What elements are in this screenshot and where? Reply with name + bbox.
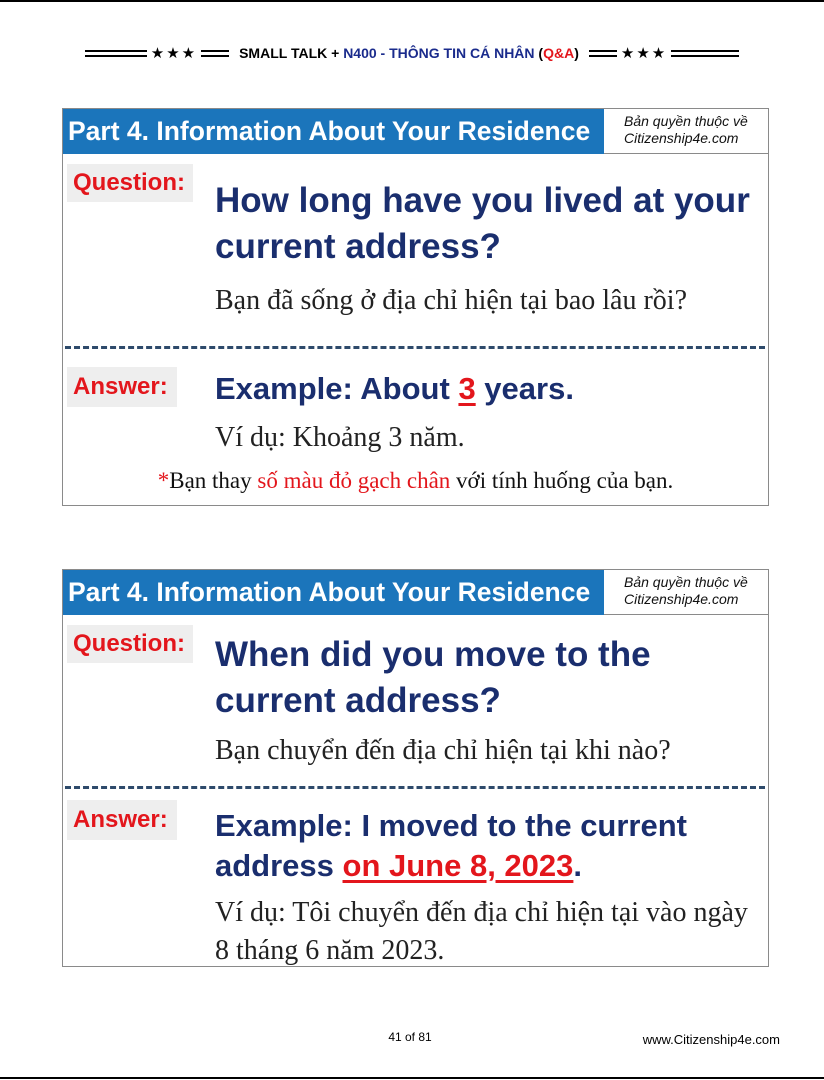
header-title-part3: ( bbox=[534, 45, 544, 61]
answer-vietnamese: Ví dụ: Tôi chuyển đến địa chỉ hiện tại vào ngày 8 tháng 6 năm 2023. bbox=[215, 897, 748, 966]
dashed-divider bbox=[65, 786, 765, 789]
answer-highlight-value: 3 bbox=[458, 371, 476, 406]
card-banner-title: Part 4. Information About Your Residence bbox=[63, 570, 604, 615]
answer-vietnamese: Ví dụ: Khoảng 3 năm. bbox=[215, 422, 465, 453]
header-rule-right bbox=[671, 50, 739, 57]
header-rule-left-inner bbox=[201, 50, 229, 57]
answer-english bbox=[215, 806, 763, 886]
qa-card-1 bbox=[62, 108, 769, 506]
instruction-note bbox=[63, 468, 768, 494]
answer-english-text: Example: About bbox=[215, 371, 459, 406]
question-label: Question: bbox=[67, 164, 193, 202]
question-english: When did you move to the current address? bbox=[215, 635, 651, 720]
answer-english-end: . bbox=[573, 848, 583, 883]
answer-english-text: Example: I moved to the current address bbox=[215, 808, 687, 883]
question-english: How long have you lived at your current address? bbox=[215, 181, 750, 266]
answer-highlight-date: on June 8, 2023 bbox=[342, 848, 574, 883]
header-stars-left: ★★★ bbox=[150, 45, 198, 62]
header-title-part4: Q&A bbox=[543, 45, 575, 61]
copyright-line2: Citizenship4e.com bbox=[624, 130, 739, 146]
dashed-divider bbox=[65, 346, 765, 349]
bottom-border-line bbox=[0, 1077, 824, 1079]
copyright-line1: Bản quyền thuộc về bbox=[624, 113, 748, 129]
note-text-end: với tính huống của bạn. bbox=[450, 468, 674, 493]
note-asterisk: * bbox=[157, 468, 170, 493]
question-label: Question: bbox=[67, 625, 193, 663]
copyright-notice bbox=[604, 109, 768, 154]
page-number: 41 of 81 bbox=[388, 1030, 432, 1044]
copyright-line1: Bản quyền thuộc về bbox=[624, 574, 748, 590]
copyright-notice bbox=[604, 570, 768, 615]
top-border-line bbox=[0, 0, 824, 2]
header-rule-left bbox=[85, 50, 147, 57]
header-rule-right-inner bbox=[589, 50, 617, 57]
note-text-red: số màu đỏ gạch chân bbox=[257, 468, 451, 493]
header-title-part5: ) bbox=[574, 45, 579, 61]
answer-label: Answer: bbox=[67, 367, 177, 407]
copyright-line2: Citizenship4e.com bbox=[624, 591, 739, 607]
question-vietnamese: Bạn chuyển đến địa chỉ hiện tại khi nào? bbox=[215, 735, 671, 766]
header-title bbox=[239, 45, 579, 61]
qa-card-2 bbox=[62, 569, 769, 967]
header-stars-right: ★★★ bbox=[620, 45, 668, 62]
note-text-start: Bạn thay bbox=[169, 468, 258, 493]
card-banner-title: Part 4. Information About Your Residence bbox=[63, 109, 604, 154]
header-title-part1: SMALL TALK + bbox=[239, 45, 344, 61]
footer-website-link[interactable]: www.Citizenship4e.com bbox=[642, 1032, 780, 1047]
answer-english bbox=[215, 369, 763, 409]
answer-label: Answer: bbox=[67, 800, 177, 840]
header-title-part2: N400 - THÔNG TIN CÁ NHÂN bbox=[343, 45, 535, 61]
page-header bbox=[0, 40, 824, 66]
answer-english-end: years. bbox=[475, 371, 574, 406]
question-vietnamese: Bạn đã sống ở địa chỉ hiện tại bao lâu rồi? bbox=[215, 285, 688, 316]
